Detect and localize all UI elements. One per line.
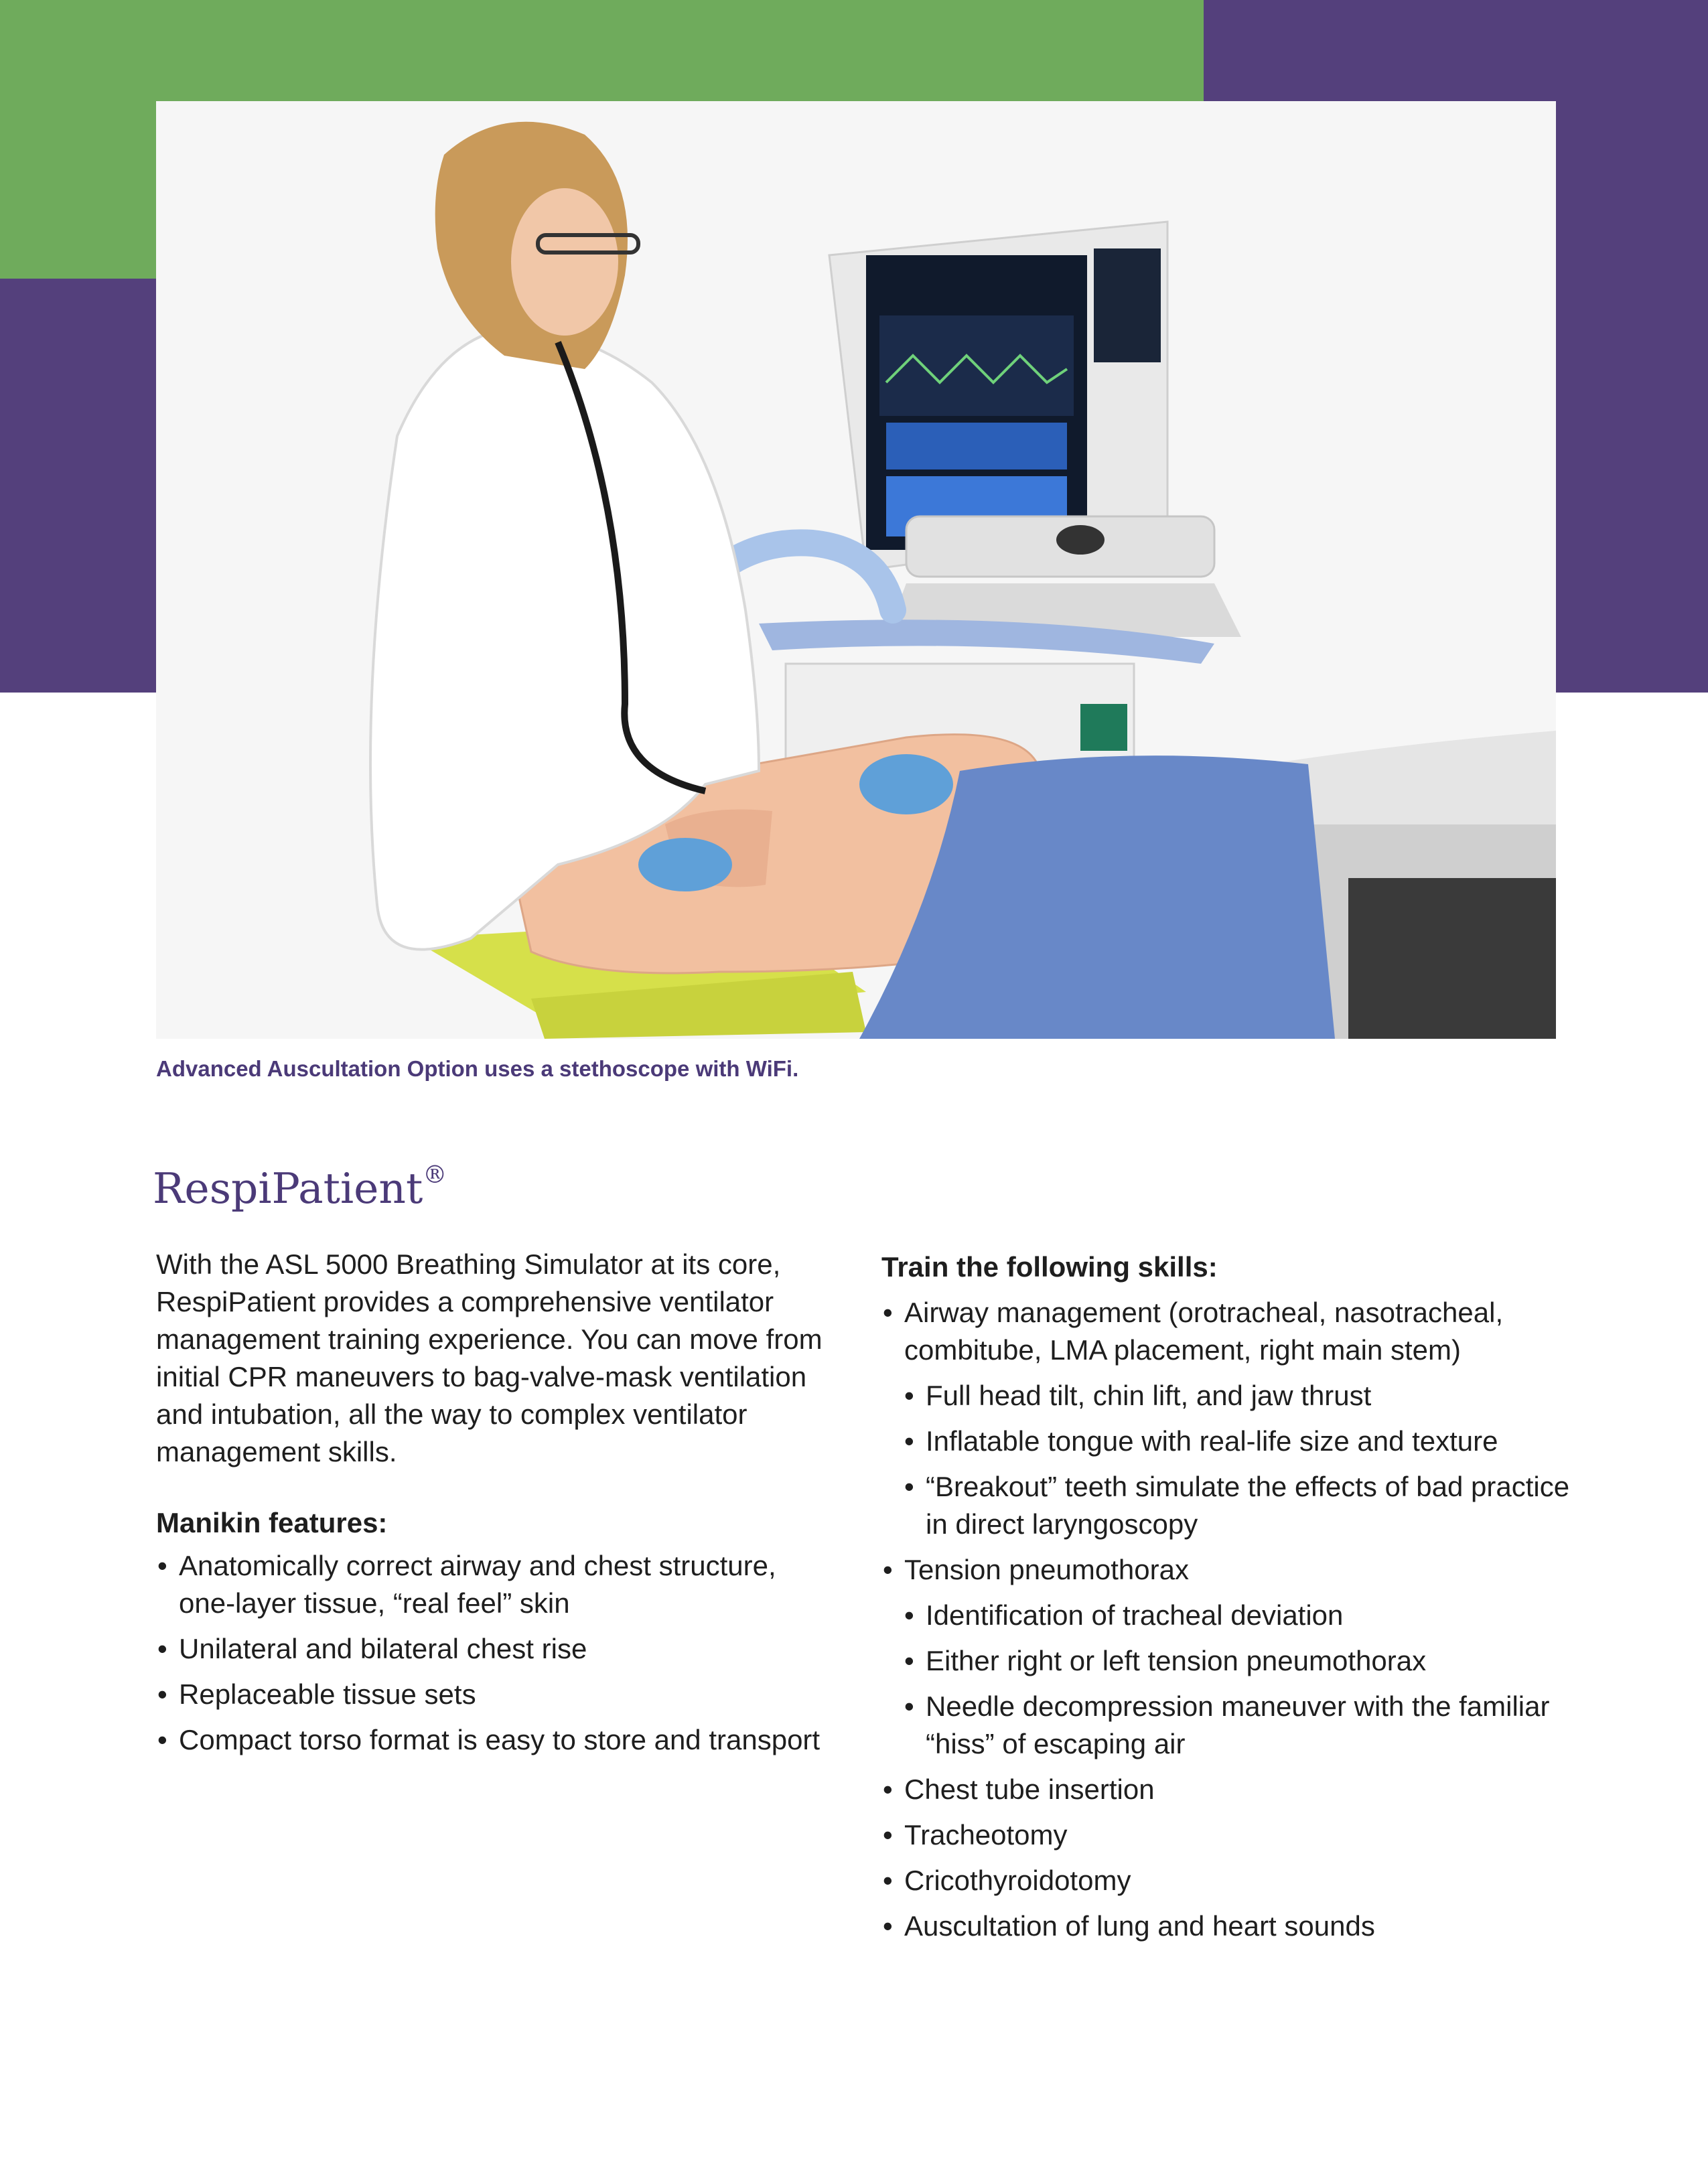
- manikin-feature-item: • Replaceable tissue sets: [156, 1676, 839, 1713]
- skill-subitem: • Identification of tracheal deviation: [903, 1597, 1578, 1634]
- manikin-feature-item: • Unilateral and bilateral chest rise: [156, 1630, 839, 1668]
- purple-left-block: [0, 279, 156, 693]
- skill-subitem: • Inflatable tongue with real-life size and texture: [903, 1423, 1578, 1460]
- intro-paragraph: With the ASL 5000 Breathing Simulator at its core, RespiPatient provides a comprehensive ventilator management training experience. You can move from initial CPR maneuvers to bag-valve-mask ventilation and intubation, all the way to complex ventilator management skills.: [156, 1248, 823, 1467]
- skill-subitem: • Needle decompression maneuver with the familiar “hiss” of escaping air: [903, 1688, 1578, 1763]
- skill-item: • Chest tube insertion: [881, 1771, 1578, 1808]
- skill-item: • Auscultation of lung and heart sounds: [881, 1907, 1578, 1945]
- manikin-feature-item: • Compact torso format is easy to store and transport: [156, 1721, 839, 1759]
- photo-illustration: [156, 101, 1556, 1039]
- page-title: [153, 1161, 447, 1213]
- manikin-feature-item: • Anatomically correct airway and chest structure, one-layer tissue, “real feel” skin: [156, 1547, 839, 1622]
- skill-subitem: • Full head tilt, chin lift, and jaw thrust: [903, 1377, 1578, 1415]
- skill-item: • Airway management (orotracheal, nasotracheal, combitube, LMA placement, right main stem): [881, 1294, 1578, 1369]
- title-text: RespiPatient: [153, 1164, 423, 1213]
- product-photo: [156, 101, 1556, 1039]
- skill-subitem: • “Breakout” teeth simulate the effects of bad practice in direct laryngoscopy: [903, 1468, 1578, 1543]
- registered-mark: ®: [423, 1161, 447, 1189]
- manikin-features-heading: Manikin features:: [156, 1507, 388, 1538]
- skills-list: [881, 1294, 1578, 1945]
- manikin-features-list: [156, 1547, 839, 1759]
- photo-caption: Advanced Auscultation Option uses a stethoscope with WiFi.: [156, 1056, 799, 1081]
- right-column: [881, 1246, 1578, 1953]
- skill-item: • Cricothyroidotomy: [881, 1862, 1578, 1899]
- skills-heading: Train the following skills:: [881, 1251, 1218, 1283]
- left-column: [156, 1246, 839, 1767]
- skill-subitem: • Either right or left tension pneumothorax: [903, 1642, 1578, 1680]
- skill-item: • Tracheotomy: [881, 1816, 1578, 1854]
- skill-item: • Tension pneumothorax: [881, 1551, 1578, 1589]
